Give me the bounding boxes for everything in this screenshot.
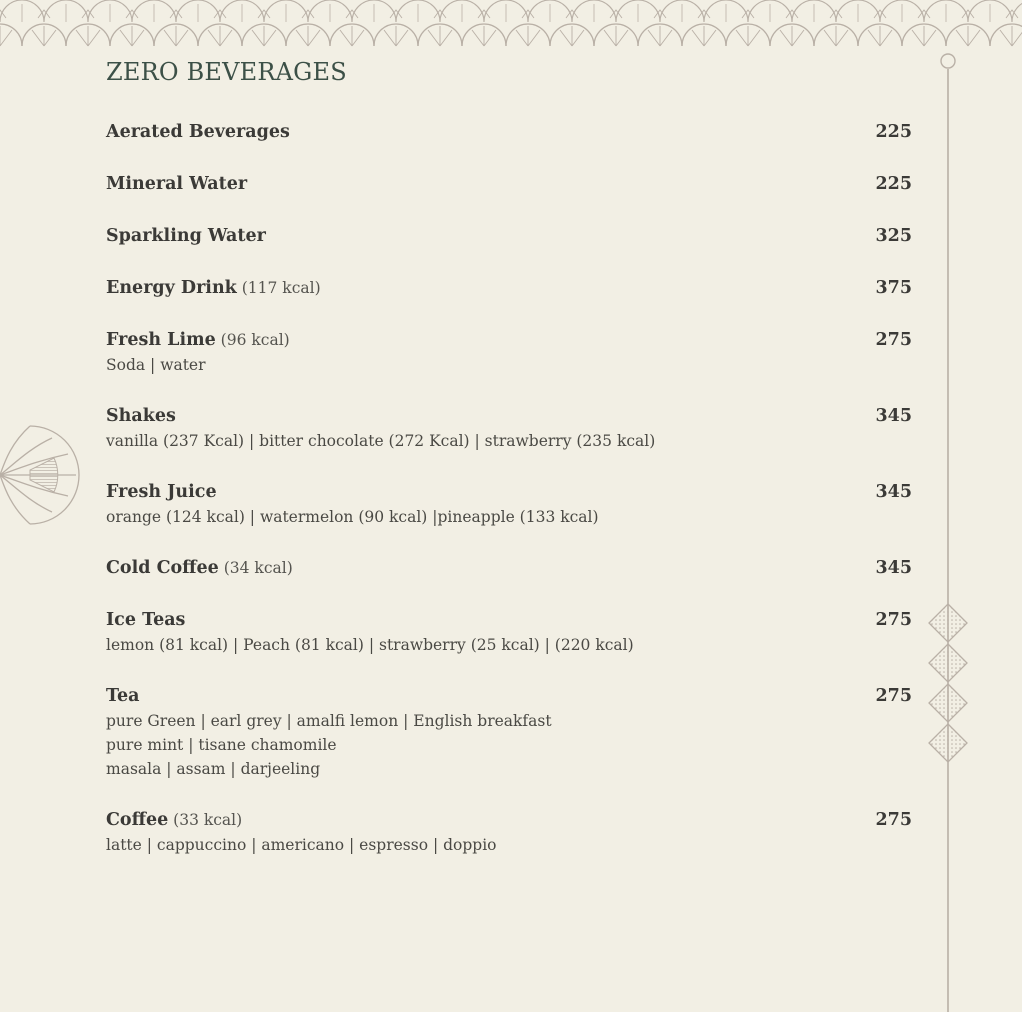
item-head [106,274,321,302]
section-title: ZERO BEVERAGES [106,58,347,86]
item-row [106,326,912,353]
item-description: pure mint | tisane chamomile [106,736,337,754]
item-head [106,170,247,198]
item-row [106,402,912,429]
item-price: 345 [875,406,912,426]
item-head [106,806,242,834]
vertical-rail-ornament [926,50,970,1012]
menu-item [106,222,912,249]
item-row [106,222,912,249]
item-price: 275 [875,810,912,830]
item-head [106,554,293,582]
item-name: Shakes [106,406,176,426]
item-row [106,274,912,301]
item-row [106,554,912,581]
item-price: 275 [875,686,912,706]
item-description: vanilla (237 Kcal) | bitter chocolate (272 Kcal) | strawberry (235 kcal) [106,432,656,450]
menu-list [106,118,912,882]
item-row [106,606,912,633]
fan-ornament [0,424,80,526]
item-description: latte | cappuccino | americano | espresso | doppio [106,836,497,854]
item-name: Aerated Beverages [106,122,290,142]
item-name: Ice Teas [106,610,186,630]
item-description: orange (124 kcal) | watermelon (90 kcal) |pineapple (133 kcal) [106,508,599,526]
item-head [106,402,176,430]
item-name: Tea [106,686,140,706]
item-description: pure Green | earl grey | amalfi lemon | English breakfast [106,712,552,730]
item-row [106,478,912,505]
item-kcal: (33 kcal) [168,811,243,829]
item-head [106,478,217,506]
item-description: Soda | water [106,356,206,374]
item-name: Fresh Juice [106,482,217,502]
item-name: Fresh Lime [106,330,216,350]
item-price: 375 [875,278,912,298]
menu-item [106,606,912,657]
item-row [106,682,912,709]
item-price: 225 [875,122,912,142]
item-description: lemon (81 kcal) | Peach (81 kcal) | strawberry (25 kcal) | (220 kcal) [106,636,634,654]
menu-item [106,326,912,377]
item-kcal: (96 kcal) [215,331,290,349]
item-price: 345 [875,558,912,578]
item-kcal: (34 kcal) [218,559,293,577]
menu-item [106,170,912,197]
item-name: Cold Coffee [106,558,219,578]
menu-item [106,682,912,781]
item-row [106,170,912,197]
item-head [106,606,185,634]
item-head [106,222,266,250]
item-head [106,326,290,354]
menu-item [106,478,912,529]
item-name: Sparkling Water [106,226,266,246]
menu-item [106,806,912,857]
scallop-border-ornament [0,0,1022,50]
item-price: 275 [875,330,912,350]
item-name: Mineral Water [106,174,248,194]
item-head [106,682,140,710]
item-description: masala | assam | darjeeling [106,760,321,778]
item-row [106,118,912,145]
item-price: 275 [875,610,912,630]
item-price: 345 [875,482,912,502]
menu-item [106,274,912,301]
item-name: Coffee [106,810,169,830]
menu-item [106,402,912,453]
item-kcal: (117 kcal) [236,279,321,297]
item-name: Energy Drink [106,278,237,298]
menu-item [106,554,912,581]
item-head [106,118,290,146]
item-price: 325 [875,226,912,246]
item-price: 225 [875,174,912,194]
menu-item [106,118,912,145]
item-row [106,806,912,833]
